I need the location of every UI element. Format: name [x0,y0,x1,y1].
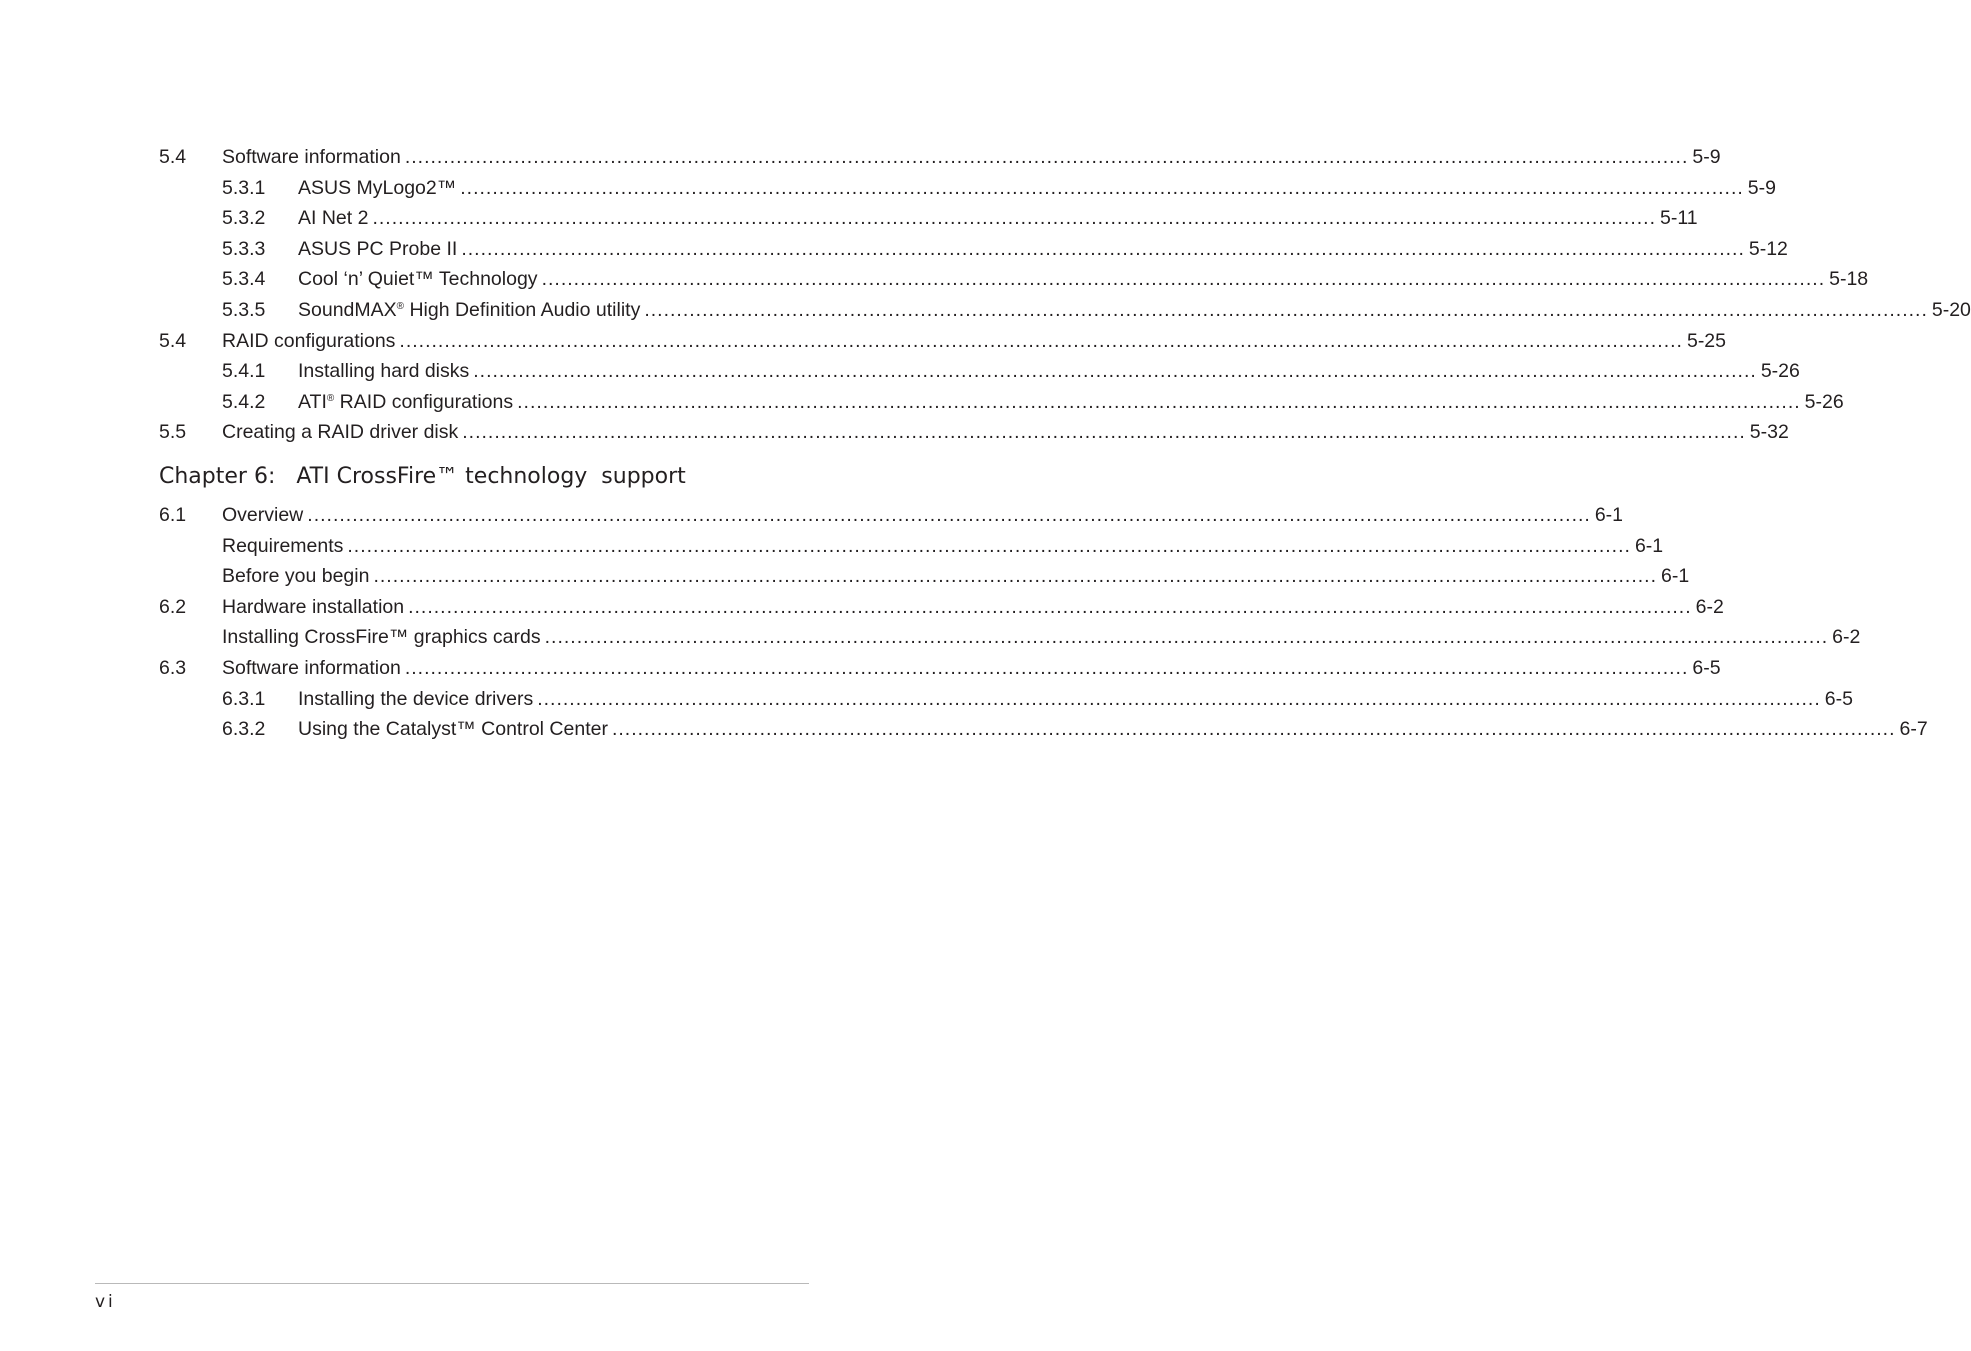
toc-entry-title-text: RAID configurations [222,329,396,352]
toc-entry-number: 5.5 [159,421,187,444]
toc-entry-number: 6.3.2 [222,718,266,741]
dot-leader: ........................................................................................................................................................................................................ [460,176,1744,199]
toc-entry-page: 6-1 [1594,503,1624,526]
dot-leader: ........................................................................................................................................................................................................ [404,146,1689,168]
toc-entry [159,295,1971,326]
dot-leader: ........................................................................................................................................................................................................ [517,390,1801,413]
toc-entry [159,142,1721,173]
toc-entry-title [298,264,538,295]
toc-entry-page: 6-5 [1692,656,1721,679]
dot-leader: ........................................................................................................................................................................................................ [541,268,1826,291]
toc-entry-title [222,561,369,592]
toc-entry-title-text: ATI [298,390,327,413]
toc-entry-number: 5.3.1 [222,176,266,199]
toc-entry [159,714,1928,745]
toc-entry-title [222,417,458,448]
table-of-contents [159,142,1971,745]
toc-entry-title-text: Hardware installation [222,595,405,618]
toc-entry-title-text: Creating a RAID driver disk [222,421,459,444]
toc-entry [159,326,1726,357]
toc-entry-title [222,326,395,357]
toc-entry-title-text: Before you begin [222,565,370,588]
toc-entry-page: 5-9 [1747,176,1776,199]
footer-page-number: vi [95,1292,116,1312]
toc-entry [159,173,1776,204]
toc-entry-page: 5-20 [1931,298,1971,321]
toc-entry-title-text: Requirements [222,534,344,557]
toc-entry-title-text: Cool ‘n’ Quiet™ Technology [298,268,538,291]
toc-entry-page: 6-1 [1661,565,1690,588]
toc-entry [159,531,1664,562]
dot-leader: ........................................................................................................................................................................................................ [404,656,1689,679]
toc-entry-title-text: Overview [222,503,304,526]
toc-entry-page: 5-26 [1804,390,1844,413]
toc-entry-page: 6-1 [1634,534,1664,557]
toc-entry-number: 6.1 [159,503,187,526]
toc-entry-title [298,203,368,234]
toc-entry-title-text: AI Net 2 [298,207,369,230]
dot-leader: ........................................................................................................................................................................................................ [537,687,1821,710]
toc-entry-title-text: Installing hard disks [298,360,470,383]
registered-mark: ® [396,300,405,312]
toc-entry-title [298,387,513,418]
dot-leader: ........................................................................................................................................................................................................ [372,207,1656,230]
toc-entry-number: 5.4 [159,329,187,352]
toc-entry-title [298,684,533,715]
toc-entry-number: 6.3 [159,656,187,679]
toc-entry-title-text: ASUS PC Probe II [298,237,458,260]
footer-divider [95,1283,809,1284]
toc-section-6 [159,500,1928,745]
dot-leader: ........................................................................................................................................................................................................ [307,503,1591,526]
toc-entry-title [222,622,541,653]
toc-entry-title [222,592,404,623]
toc-entry-number: 5.3.4 [222,268,266,291]
toc-entry-title [222,531,343,562]
toc-entry [159,264,1869,295]
toc-entry [159,500,1624,531]
toc-entry-title-text: High Definition Audio utility [404,298,641,321]
toc-entry-title-text: Installing the device drivers [298,687,534,710]
dot-leader: ........................................................................................................................................................................................................ [611,718,1896,741]
toc-entry-number: 5.4.1 [222,360,266,383]
toc-entry [159,622,1861,653]
registered-mark: ® [326,392,335,404]
chapter-6-heading: Chapter 6: ATI CrossFire™ technology support [159,463,686,489]
toc-entry-title-text: Software information [222,146,401,168]
toc-entry-title-text: SoundMAX [298,298,397,321]
toc-entry-page: 5-25 [1686,329,1726,352]
toc-entry [159,561,1690,592]
toc-entry-page: 6-5 [1824,687,1853,710]
toc-entry-title [298,295,640,326]
dot-leader: ........................................................................................................................................................................................................ [644,298,1928,321]
toc-entry [159,234,1788,265]
toc-entry-title-text: RAID configurations [334,390,514,413]
toc-entry-title [298,234,457,265]
toc-entry-page: 5-9 [1692,146,1721,168]
toc-entry-page: 6-7 [1899,718,1928,741]
toc-entry-title [222,142,401,173]
toc-entry [159,356,1800,387]
toc-entry [159,387,1844,418]
toc-entry-title [222,653,401,684]
toc-section-5 [159,142,1971,448]
dot-leader: ........................................................................................................................................................................................................ [461,237,1745,260]
toc-entry-title [298,714,608,745]
dot-leader: ........................................................................................................................................................................................................ [347,534,1631,557]
toc-entry-number: 5.3.5 [222,298,266,321]
toc-entry-title [298,356,469,387]
dot-leader: ........................................................................................................................................................................................................ [399,329,1683,352]
toc-entry-number: 5.3.2 [222,207,266,230]
toc-entry-title-text: Software information [222,656,401,679]
dot-leader: ........................................................................................................................................................................................................ [373,565,1657,588]
dot-leader: ........................................................................................................................................................................................................ [473,360,1757,383]
toc-entry [159,417,1789,448]
toc-entry-number: 6.2 [159,595,187,618]
toc-entry-title-text: ASUS MyLogo2™ [298,176,457,199]
toc-entry-title [222,500,303,531]
toc-entry-page: 6-2 [1832,626,1861,649]
toc-entry-page: 5-18 [1829,268,1869,291]
toc-entry-page: 5-26 [1760,360,1800,383]
toc-entry-page: 6-2 [1695,595,1724,618]
dot-leader: ........................................................................................................................................................................................................ [408,595,1692,618]
toc-entry [159,203,1698,234]
dot-leader: ........................................................................................................................................................................................................ [544,626,1829,649]
dot-leader: ........................................................................................................................................................................................................ [462,421,1746,444]
toc-entry-page: 5-32 [1749,421,1789,444]
toc-entry-page: 5-11 [1660,207,1698,230]
toc-entry-number: 5.3.3 [222,237,266,260]
toc-entry-title-text: Installing CrossFire™ graphics cards [222,626,541,649]
toc-entry [159,592,1724,623]
toc-entry [159,653,1721,684]
toc-entry-number: 5.4.2 [222,390,266,413]
toc-entry-title-text: Using the Catalyst™ Control Center [298,718,608,741]
toc-entry-number: 5.4 [159,146,187,168]
toc-entry [159,684,1853,715]
toc-entry-title [298,173,456,204]
toc-entry-number: 6.3.1 [222,687,266,710]
toc-entry-page: 5-12 [1748,237,1788,260]
